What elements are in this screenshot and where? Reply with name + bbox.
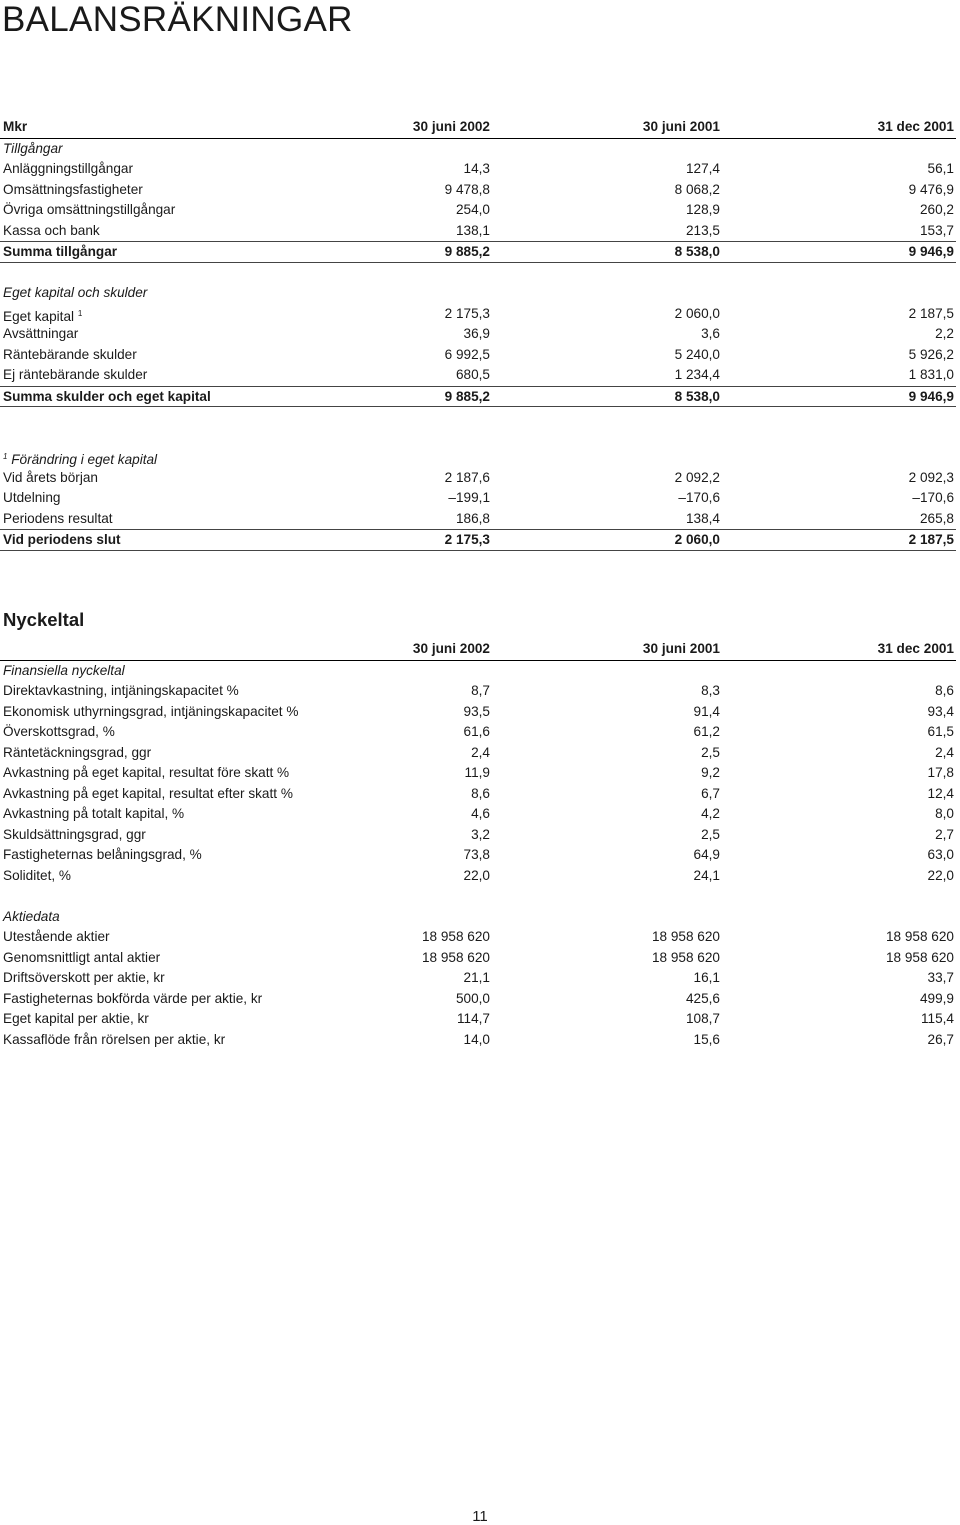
cell-col-3: 115,4 (920, 1011, 954, 1026)
cell-col-1: 36,9 (463, 326, 490, 341)
cell-col-3: 2,4 (935, 744, 954, 760)
table-row (0, 509, 956, 530)
cell-col-2: 61,2 (693, 724, 720, 739)
balance-sheet-table (0, 117, 956, 551)
equity-change-rows (0, 468, 956, 530)
section-heading-equity-change (0, 447, 956, 468)
row-label-text: Avsättningar (3, 326, 79, 341)
row-label: Summa skulder och eget kapital (3, 388, 211, 404)
table-row (0, 702, 956, 723)
heading-label: Eget kapital och skulder (3, 285, 148, 300)
table-row (0, 159, 956, 180)
cell-col-3: 1 831,0 (908, 367, 954, 382)
row-label (3, 927, 110, 948)
cell-col-1: 9 478,8 (444, 181, 490, 197)
cell-col-1: 680,5 (455, 367, 490, 382)
cell-col-3: 265,8 (919, 510, 954, 526)
header-col-2: 30 juni 2001 (642, 119, 720, 134)
table-row (0, 468, 956, 489)
cell-col-1: 9 885,2 (444, 388, 490, 404)
section-heading-assets (0, 139, 956, 160)
table-row (0, 763, 956, 784)
cell-col-1: 14,3 (463, 161, 490, 176)
cell-col-2: 2 092,2 (674, 469, 720, 485)
cell-col-3: 2,2 (935, 326, 954, 341)
cell-col-1: 6 992,5 (444, 346, 490, 362)
row-label (3, 1009, 149, 1030)
cell-col-1: 138,1 (455, 222, 490, 238)
row-label (3, 365, 147, 386)
row-label (3, 180, 143, 201)
row-label: Summa tillgångar (3, 244, 118, 259)
cell-col-3: 8,0 (935, 806, 954, 821)
section-heading-liabilities (0, 283, 956, 304)
cell-col-1: 8,6 (471, 785, 490, 801)
cell-col-3: 499,9 (919, 990, 954, 1006)
header-col-3: 31 dec 2001 (877, 641, 954, 656)
cell-col-2: 2,5 (701, 744, 720, 760)
row-label-text: Avkastning på totalt kapital, % (3, 806, 185, 821)
table-row (0, 866, 956, 887)
cell-col-1: 2,4 (471, 744, 490, 760)
header-col-1: 30 juni 2002 (412, 641, 490, 656)
cell-col-1: 2 187,6 (444, 469, 490, 485)
assets-total-row (0, 241, 956, 263)
row-label-text: Omsättningsfastigheter (3, 181, 143, 197)
heading-label: Tillgångar (3, 140, 63, 156)
header-col-3: 31 dec 2001 (877, 119, 954, 134)
table-row (0, 804, 956, 825)
section-heading-financial (0, 661, 956, 682)
cell-col-1: 9 885,2 (444, 244, 490, 259)
cell-col-1: 4,6 (471, 806, 490, 821)
heading-label: Finansiella nyckeltal (3, 662, 125, 678)
cell-col-2: 24,1 (693, 867, 720, 883)
cell-col-2: 9,2 (701, 765, 720, 780)
row-label-text: Ekonomisk uthyrningsgrad, intjäningskapacitet % (3, 703, 299, 719)
row-label-text: Eget kapital (3, 308, 75, 324)
cell-col-2: 2,5 (701, 826, 720, 842)
row-label-text: Fastigheternas belåningsgrad, % (3, 847, 202, 862)
cell-col-2: –170,6 (678, 490, 720, 505)
row-label (3, 763, 289, 784)
cell-col-3: 63,0 (927, 847, 954, 862)
table-row (0, 927, 956, 948)
row-label-text: Vid årets början (3, 469, 98, 485)
footnote-marker: 1 (3, 452, 8, 461)
cell-col-3: 26,7 (927, 1031, 954, 1047)
row-label (3, 200, 175, 221)
keyfigures-table (0, 639, 956, 1050)
row-label (3, 866, 71, 887)
row-label-text: Kassaflöde från rörelsen per aktie, kr (3, 1031, 226, 1047)
row-label (3, 509, 113, 530)
table-row (0, 784, 956, 805)
row-label-text: Räntebärande skulder (3, 346, 137, 362)
liabilities-total-row (0, 386, 956, 408)
table-row (0, 304, 956, 325)
cell-col-1: 61,6 (463, 724, 490, 739)
cell-col-1: 8,7 (471, 683, 490, 698)
cell-col-3: 56,1 (927, 161, 954, 176)
cell-col-1: 18 958 620 (421, 949, 490, 965)
table-row (0, 488, 956, 509)
cell-col-3: 260,2 (919, 202, 954, 217)
cell-col-2: 5 240,0 (674, 346, 720, 362)
table-row (0, 200, 956, 221)
row-label-text: Eget kapital per aktie, kr (3, 1011, 149, 1026)
row-label (3, 825, 146, 846)
cell-col-1: 73,8 (463, 847, 490, 862)
cell-col-1: 11,9 (464, 765, 490, 780)
cell-col-2: 8 538,0 (674, 388, 720, 404)
row-label-text: Utdelning (3, 490, 61, 505)
cell-col-3: 18 958 620 (885, 949, 954, 965)
cell-col-2: 128,9 (685, 202, 720, 217)
table-row (0, 345, 956, 366)
row-label-text: Anläggningstillgångar (3, 161, 133, 176)
cell-col-3: 12,4 (927, 785, 954, 801)
cell-col-3: 33,7 (927, 970, 954, 985)
section-heading-share (0, 907, 956, 928)
cell-col-2: 91,4 (693, 703, 720, 719)
row-label-text: Skuldsättningsgrad, ggr (3, 826, 146, 842)
table-row (0, 324, 956, 345)
footnote-marker: 1 (77, 308, 83, 318)
cell-col-1: 2 175,3 (444, 532, 490, 547)
row-label (3, 1030, 225, 1051)
row-label (3, 989, 262, 1010)
cell-col-3: 5 926,2 (908, 346, 954, 362)
row-label-text: Utestående aktier (3, 929, 110, 944)
row-label (3, 221, 100, 242)
row-label-text: Direktavkastning, intjäningskapacitet % (3, 683, 239, 698)
share-rows (0, 927, 956, 1050)
row-label-text: Överskottsgrad, % (3, 724, 115, 739)
row-label (3, 702, 298, 723)
row-label: Vid periodens slut (3, 532, 121, 547)
row-label (3, 948, 160, 969)
row-label (3, 968, 165, 989)
table-row (0, 845, 956, 866)
cell-col-1: 2 175,3 (444, 305, 490, 321)
cell-col-2: 2 060,0 (674, 532, 720, 547)
cell-col-2: 16,1 (693, 970, 720, 985)
cell-col-2: 425,6 (685, 990, 720, 1006)
cell-col-2: 1 234,4 (674, 367, 720, 382)
row-label (3, 845, 202, 866)
row-label-text: Soliditet, % (3, 867, 72, 883)
cell-col-1: 18 958 620 (421, 929, 490, 944)
cell-col-3: 2 187,5 (908, 305, 954, 321)
header-label: Mkr (3, 119, 28, 134)
table-row (0, 221, 956, 242)
table-row (0, 1030, 956, 1051)
row-label (3, 681, 239, 702)
row-label-text: Övriga omsättningstillgångar (3, 202, 176, 217)
cell-col-2: 15,6 (693, 1031, 720, 1047)
table-row (0, 180, 956, 201)
cell-col-3: 22,0 (927, 867, 954, 883)
cell-col-3: 8,6 (935, 683, 954, 698)
assets-rows (0, 159, 956, 241)
cell-col-1: 500,0 (455, 990, 490, 1006)
heading-label: Aktiedata (3, 908, 60, 924)
cell-col-2: 8,3 (701, 683, 720, 698)
header-col-1: 30 juni 2002 (412, 119, 490, 134)
row-label-text: Avkastning på eget kapital, resultat före skatt % (3, 765, 290, 780)
row-label-text: Fastigheternas bokförda värde per aktie, kr (3, 990, 263, 1006)
cell-col-3: 2 092,3 (908, 469, 954, 485)
cell-col-1: –199,1 (448, 490, 490, 505)
row-label (3, 324, 78, 345)
table-row (0, 1009, 956, 1030)
table-header-row (0, 639, 956, 661)
cell-col-2: 2 060,0 (674, 305, 720, 321)
cell-col-2: 213,5 (685, 222, 720, 238)
page-number: 11 (472, 1508, 488, 1525)
cell-col-3: 2,7 (935, 826, 954, 842)
row-label (3, 743, 151, 764)
cell-col-2: 138,4 (685, 510, 720, 526)
cell-col-3: –170,6 (912, 490, 954, 505)
cell-col-3: 9 946,9 (908, 244, 954, 259)
cell-col-3: 2 187,5 (908, 532, 954, 547)
cell-col-1: 14,0 (463, 1031, 490, 1047)
header-col-2: 30 juni 2001 (642, 641, 720, 656)
cell-col-1: 22,0 (463, 867, 490, 883)
table-row (0, 365, 956, 386)
cell-col-2: 127,4 (685, 161, 720, 176)
row-label-text: Genomsnittligt antal aktier (3, 949, 161, 965)
cell-col-3: 153,7 (919, 222, 954, 238)
row-label (3, 159, 133, 180)
cell-col-2: 4,2 (701, 806, 720, 821)
table-row (0, 968, 956, 989)
table-header-row (0, 117, 956, 139)
cell-col-2: 8 538,0 (674, 244, 720, 259)
row-label (3, 804, 184, 825)
table-row (0, 681, 956, 702)
row-label (3, 722, 115, 743)
cell-col-2: 6,7 (701, 785, 720, 801)
cell-col-1: 254,0 (455, 202, 490, 217)
row-label-text: Avkastning på eget kapital, resultat efter skatt % (3, 785, 293, 801)
cell-col-1: 3,2 (471, 826, 490, 842)
liabilities-rows (0, 304, 956, 386)
row-label (3, 784, 293, 805)
table-row (0, 722, 956, 743)
cell-col-1: 114,7 (456, 1011, 490, 1026)
cell-col-1: 93,5 (463, 703, 490, 719)
cell-col-2: 8 068,2 (674, 181, 720, 197)
cell-col-1: 21,1 (463, 970, 490, 985)
table-row (0, 743, 956, 764)
row-label-text: Kassa och bank (3, 222, 100, 238)
table-row (0, 948, 956, 969)
cell-col-2: 3,6 (701, 326, 720, 341)
table-row (0, 989, 956, 1010)
financial-rows (0, 681, 956, 886)
cell-col-2: 18 958 620 (651, 949, 720, 965)
cell-col-2: 18 958 620 (651, 929, 720, 944)
heading-text: Förändring i eget kapital (11, 452, 158, 467)
table-row (0, 825, 956, 846)
equity-change-total-row (0, 529, 956, 551)
row-label (3, 468, 98, 489)
row-label-text: Driftsöverskott per aktie, kr (3, 970, 165, 985)
row-label (3, 345, 137, 366)
cell-col-3: 18 958 620 (885, 929, 954, 944)
cell-col-3: 61,5 (927, 724, 954, 739)
row-label-text: Periodens resultat (3, 510, 113, 526)
cell-col-2: 64,9 (693, 847, 720, 862)
cell-col-1: 186,8 (455, 510, 490, 526)
row-label-text: Räntetäckningsgrad, ggr (3, 744, 152, 760)
row-label (3, 488, 60, 509)
cell-col-2: 108,7 (685, 1011, 720, 1026)
section-title-nyckeltal: Nyckeltal (3, 609, 85, 630)
cell-col-3: 9 476,9 (908, 181, 954, 197)
cell-col-3: 93,4 (927, 703, 954, 719)
row-label-text: Ej räntebärande skulder (3, 367, 148, 382)
cell-col-3: 9 946,9 (908, 388, 954, 404)
cell-col-3: 17,8 (927, 765, 954, 780)
page-title: BALANSRÄKNINGAR (2, 0, 353, 39)
